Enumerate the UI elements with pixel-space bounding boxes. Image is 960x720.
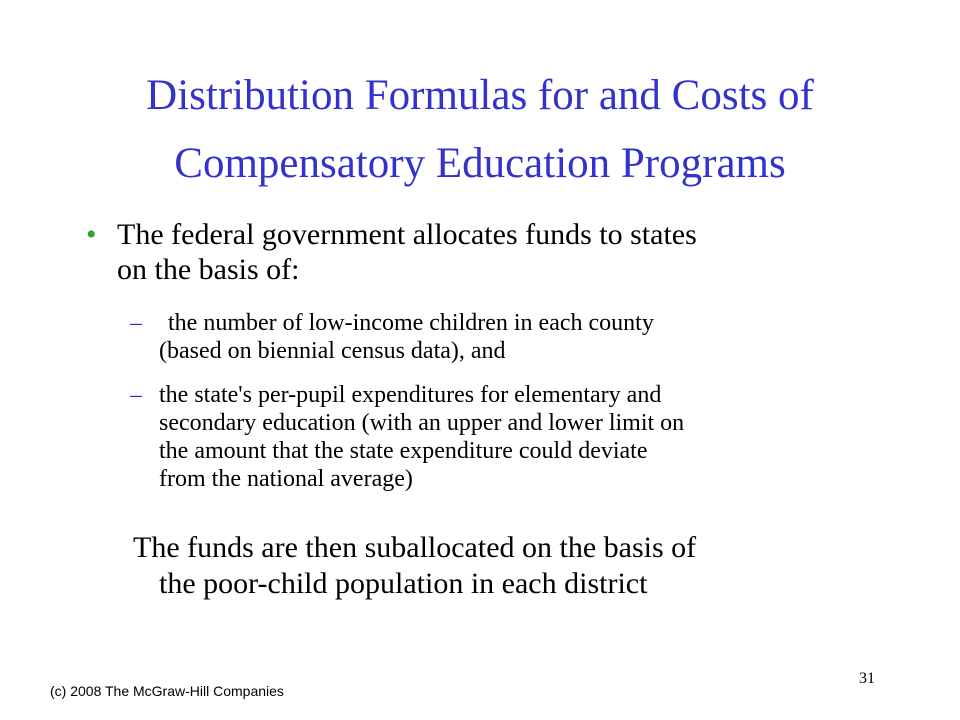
sub-item-text <box>159 381 869 493</box>
main-bullet-line-1: The federal government allocates funds to states <box>117 218 697 251</box>
slide-title-line-1: Distribution Formulas for and Costs of <box>146 72 814 119</box>
sub-item-line-1: the number of low-income children in each county <box>168 310 654 336</box>
sub-item-line-3: the amount that the state expenditure could deviate <box>159 438 648 464</box>
dash-marker: – <box>130 382 142 408</box>
dash-marker: – <box>130 310 142 336</box>
sub-item-line-2: (based on biennial census data), and <box>159 338 506 364</box>
slide-title-line-2: Compensatory Education Programs <box>174 140 786 187</box>
sub-item-text <box>159 309 868 365</box>
continuation-line-2: the poor-child population in each district <box>159 567 648 600</box>
copyright-footer: (c) 2008 The McGraw-Hill Companies <box>50 683 284 699</box>
main-bullet-line-2: on the basis of: <box>117 253 300 286</box>
bullet-marker: • <box>86 218 97 251</box>
continuation-line-1: The funds are then suballocated on the basis of <box>133 531 697 564</box>
slide-title <box>60 62 900 198</box>
page-number: 31 <box>859 670 875 687</box>
continuation-paragraph <box>133 530 873 602</box>
sub-item-line-2: secondary education (with an upper and lower limit on <box>159 410 685 436</box>
sub-item-line-4: from the national average) <box>159 466 413 492</box>
sub-item-line-1: the state's per-pupil expenditures for elementary and <box>159 382 662 408</box>
main-bullet-text <box>117 217 877 287</box>
